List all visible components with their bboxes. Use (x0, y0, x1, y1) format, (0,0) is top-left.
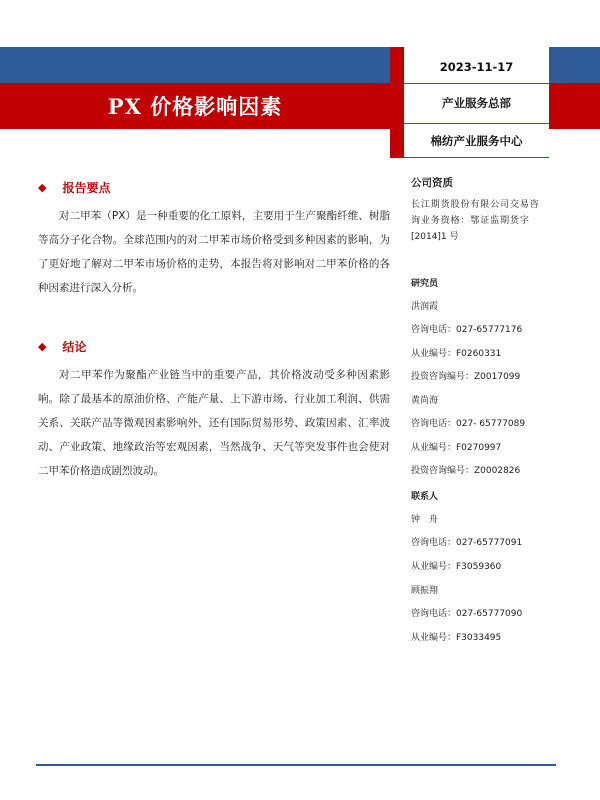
footer-rule (36, 764, 556, 766)
researcher-name: 黄尚海 (411, 396, 439, 406)
report-title: PX 价格影响因素 (107, 94, 283, 119)
header-right-red (549, 83, 600, 129)
researcher-phone: 咨询电话：027- 65777089 (411, 419, 526, 429)
qualification-heading: 公司资质 (411, 177, 453, 189)
researcher-license: 从业编号：F0260331 (411, 349, 502, 359)
section-heading-text: 结论 (62, 340, 87, 354)
contact-name: 钟 舟 (411, 515, 439, 525)
section-heading-key-points (38, 179, 110, 196)
contact-license: 从业编号：F3059360 (411, 562, 502, 572)
qualification-line: 询业务资格：鄂证监期货字 (411, 216, 530, 226)
contact-phone: 咨询电话：027-65777091 (411, 538, 523, 548)
header-rule (404, 83, 549, 84)
contact-heading: 联系人 (411, 492, 439, 502)
contact-phone: 咨询电话：027-65777090 (411, 609, 523, 619)
header-blue-band (0, 47, 390, 83)
contact-name: 顾振翔 (411, 586, 439, 596)
section-heading-text: 报告要点 (62, 181, 111, 195)
key-points-paragraph: 对二甲苯（PX）是一种重要的化工原料，主要用于生产聚酯纤维、树脂等高分子化合物。全球范围内的对二甲苯市场价格受到多种因素的影响，为了更好地了解对二甲苯市场价格的走势，本报告将对影响对二甲苯价格的各种因素进行深入分析。 (38, 210, 390, 294)
contact-license: 从业编号：F3033495 (411, 633, 502, 643)
researcher-invest-id: 投资咨询编号：Z0002826 (411, 466, 521, 476)
header-right-blue (549, 47, 600, 83)
researcher-name: 洪润霞 (411, 302, 439, 312)
center-name: 棉纺产业服务中心 (430, 133, 523, 148)
department-name: 产业服务总部 (442, 96, 511, 110)
report-date: 2023-11-17 (439, 60, 514, 74)
bullet-icon: ◆ (38, 340, 47, 353)
header-red-band (0, 83, 390, 129)
qualification-line: 长江期货股份有限公司交易咨 (411, 200, 540, 210)
bullet-icon: ◆ (38, 181, 47, 194)
qualification-line: [2014]1 号 (411, 232, 459, 242)
section-heading-conclusion (38, 338, 86, 355)
researcher-license: 从业编号：F0270997 (411, 443, 502, 453)
conclusion-paragraph: 对二甲苯作为聚酯产业链当中的重要产品，其价格波动受多种因素影响。除了最基本的原油价格、产能产量、上下游市场、行业加工利润、供需关系、关联产品等微观因素影响外，还有国际贸易形势、政策因素、汇率波动、产业政策、地缘政治等宏观因素，当然战争、天气等突发事件也会使对二甲苯价格造成剧烈波动。 (38, 369, 390, 477)
researcher-invest-id: 投资咨询编号：Z0017099 (411, 372, 521, 382)
researcher-heading: 研究员 (411, 279, 439, 289)
header-divider-strip (390, 47, 404, 158)
header-rule (404, 157, 549, 158)
header-rule (404, 123, 549, 124)
researcher-phone: 咨询电话：027-65777176 (411, 325, 523, 335)
